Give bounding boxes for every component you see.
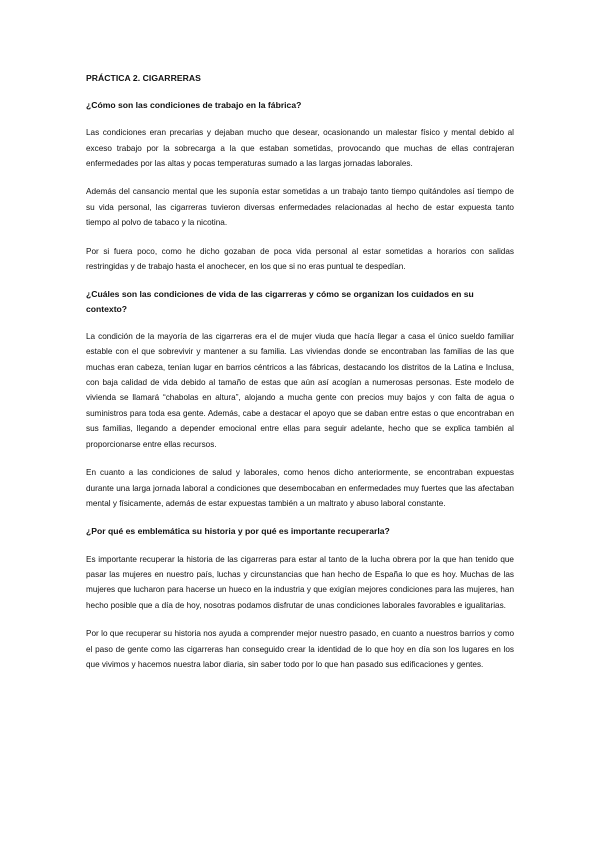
section-1-question: ¿Cómo son las condiciones de trabajo en la fábrica? [86, 100, 302, 110]
section-1-paragraph-3: Por si fuera poco, como he dicho gozaban de poca vida personal al estar sometidas a horarios con salidas restringidas y de trabajo hasta el anochecer, en los que si no eras puntual te despedían. [86, 246, 514, 272]
section-2-paragraph-1: La condición de la mayoría de las cigarreras era el de mujer viuda que hacía llegar a casa el único sueldo familiar estable con el que sobrevivir y mantener a su familia. Las viviendas donde se encontraban las familias de las que muchas eran cabeza, tenían lugar en barrios céntricos a las fábricas, destacando los distritos de la Latina e Inclusa, con baja calidad de vida debido al tamaño de estas que aún así acogían a numerosas personas. Este modelo de vivienda se llamará “chabolas en altura”, alojando a mucha gente con precios muy bajos y con falta de agua o suministros para toda esa gente. Además, cabe a destacar el apoyo que se daban entre estas o que encontraban en sus familias, llegando a depender emocional entre ellas para seguir adelante, hecho que se explica también al proporcionarse entre ellas recursos. [86, 331, 514, 449]
section-3-question: ¿Por qué es emblemática su historia y por qué es importante recuperarla? [86, 526, 390, 537]
document-title: PRÁCTICA 2. CIGARRERAS [86, 73, 201, 83]
section-2-paragraph-2: En cuanto a las condiciones de salud y laborales, como henos dicho anteriormente, se encontraban expuestas durante una larga jornada laboral a condiciones que desembocaban en enfermedades muy fuertes que las afectaban mental y físicamente, además de estar expuestas también a un maltrato y abuso laboral constante. [86, 468, 514, 508]
section-2-question: ¿Cuáles son las condiciones de vida de las cigarreras y cómo se organizan los cuidados en su contexto? [86, 289, 474, 314]
section-3-paragraph-1: Es importante recuperar la historia de las cigarreras para estar al tanto de la lucha obrera por la que han tenido que pasar las mujeres en nuestro país, luchas y circunstancias que han hecho de España lo que es hoy. Muchas de las mujeres que lucharon para hacerse un hueco en la industria y que exigían mejores condiciones para las mujeres, han hecho posible que a día de hoy, nosotras podamos disfrutar de unas condiciones laborales favorables e igualitarias. [86, 554, 514, 610]
section-1-paragraph-2: Además del cansancio mental que les suponía estar sometidas a un trabajo tanto tiempo quitándoles así tiempo de su vida personal, las cigarreras tuvieron diversas enfermedades relacionadas al hecho de estar expuesta tanto tiempo al polvo de tabaco y la nicotina. [86, 187, 514, 228]
document-body [86, 72, 514, 685]
section-3-paragraph-2: Por lo que recuperar su historia nos ayuda a comprender mejor nuestro pasado, en cuanto a nuestros barrios y como el paso de gente como las cigarreras han conseguido crear la identidad de lo que hoy en día son los lugares en los que vivimos y hacemos nuestra labor diaria, sin saber todo por lo que han pasado sus edificaciones y gentes. [86, 629, 514, 669]
section-1-paragraph-1: Las condiciones eran precarias y dejaban mucho que desear, ocasionando un malestar físico y mental debido al exceso trabajo por la sobrecarga a la que estaban sometidas, provocando que muchas de ellas contrajeran enfermedades por las altas y pocas temperaturas sumado a las largas jornadas laborales. [86, 128, 514, 169]
